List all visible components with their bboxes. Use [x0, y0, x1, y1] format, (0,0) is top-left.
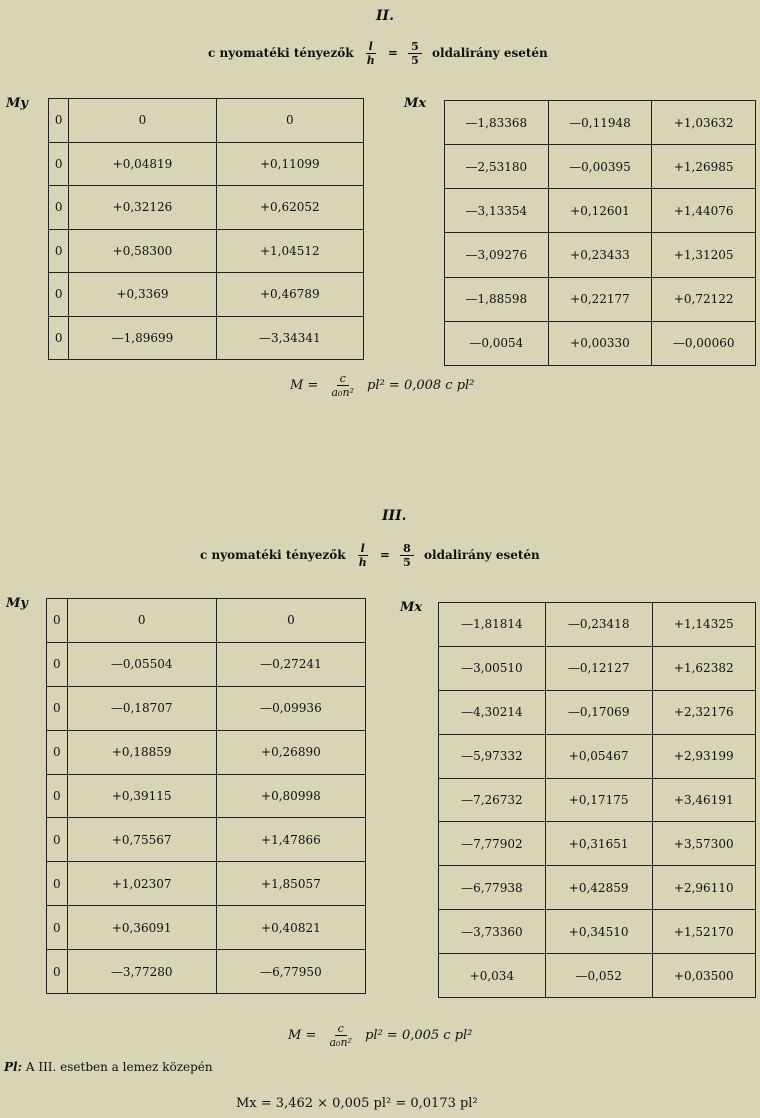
section2-formula-lhs: M = — [290, 378, 319, 393]
table-cell: 0 — [49, 186, 69, 230]
table-cell: 0 — [47, 862, 68, 906]
table-cell: 0 — [49, 99, 69, 143]
table-cell: —3,09276 — [445, 233, 549, 277]
table-cell: 0 — [47, 642, 68, 686]
table-cell: 0 — [47, 818, 68, 862]
table-cell: —0,09936 — [216, 686, 365, 730]
table-cell: +1,62382 — [652, 646, 755, 690]
table-cell: —0,00395 — [548, 145, 652, 189]
table-cell: —3,00510 — [439, 646, 546, 690]
table-cell: 0 — [67, 599, 216, 643]
section3-eq: = — [379, 548, 390, 562]
table-cell: —3,34341 — [216, 316, 363, 360]
table-row — [47, 906, 366, 950]
table-row — [47, 950, 366, 994]
table-cell: —0,11948 — [548, 101, 652, 145]
section3-formula-den: a₀n² — [329, 1036, 352, 1049]
table-row — [49, 273, 364, 317]
table-cell: —0,0054 — [445, 321, 549, 365]
table-cell: —1,89699 — [69, 316, 216, 360]
section2-formula-den: a₀n² — [331, 386, 354, 399]
section3-caption-pre: c nyomatéki tényezők — [200, 548, 346, 562]
table-cell: +0,3369 — [69, 273, 216, 317]
table-cell: —6,77938 — [439, 866, 546, 910]
table-row — [47, 862, 366, 906]
table-row — [445, 233, 756, 277]
table-row — [49, 316, 364, 360]
section2-mx-label: Mx — [404, 96, 427, 111]
table-row — [47, 642, 366, 686]
section2-val-num: 5 — [408, 40, 422, 54]
table-cell: —3,73360 — [439, 910, 546, 954]
section3-caption — [200, 542, 540, 569]
table-row — [439, 778, 756, 822]
table-cell: +0,04819 — [69, 142, 216, 186]
table-cell: —3,13354 — [445, 189, 549, 233]
table-cell: —7,77902 — [439, 822, 546, 866]
section3-val-num: 8 — [400, 542, 414, 556]
table-cell: +0,34510 — [545, 910, 652, 954]
section3-formula — [288, 1022, 472, 1049]
table-cell: 0 — [49, 316, 69, 360]
table-row — [439, 690, 756, 734]
section3-ratio-den: h — [358, 556, 367, 569]
section2-formula-rhs: pl² = 0,008 c pl² — [367, 378, 475, 393]
section2-my-table — [48, 98, 364, 360]
table-row — [439, 822, 756, 866]
table-cell: +0,40821 — [216, 906, 365, 950]
table-cell: —7,26732 — [439, 778, 546, 822]
section3-mx-table — [438, 602, 756, 998]
section3-numeral: III. — [382, 508, 407, 524]
section3-value-fraction — [400, 542, 414, 569]
section2-numeral: II. — [376, 8, 394, 24]
table-cell: +2,32176 — [652, 690, 755, 734]
section3-ratio-num: l — [358, 542, 368, 556]
table-cell: —0,00060 — [652, 321, 756, 365]
section2-val-den: 5 — [411, 54, 419, 67]
table-cell: 0 — [47, 599, 68, 643]
table-cell: —2,53180 — [445, 145, 549, 189]
section2-eq: = — [387, 46, 398, 60]
table-row — [445, 189, 756, 233]
table-cell: +0,22177 — [548, 277, 652, 321]
section3-my-label: My — [6, 596, 28, 611]
table-cell: +0,36091 — [67, 906, 216, 950]
table-cell: 0 — [49, 273, 69, 317]
table-cell: —0,12127 — [545, 646, 652, 690]
table-row — [49, 142, 364, 186]
section2-ratio-den: h — [366, 54, 375, 67]
table-cell: +3,46191 — [652, 778, 755, 822]
section2-formula-num: c — [337, 372, 349, 386]
table-cell: —3,77280 — [67, 950, 216, 994]
table-cell: +0,00330 — [548, 321, 652, 365]
table-row — [49, 229, 364, 273]
table-cell: 0 — [47, 774, 68, 818]
table-cell: +0,05467 — [545, 734, 652, 778]
table-row — [439, 603, 756, 647]
table-cell: +2,96110 — [652, 866, 755, 910]
table-cell: +0,75567 — [67, 818, 216, 862]
table-cell: +1,04512 — [216, 229, 363, 273]
example-note-text: A III. esetben a lemez közepén — [25, 1060, 213, 1074]
table-cell: +0,31651 — [545, 822, 652, 866]
section2-formula-fraction — [328, 372, 356, 399]
table-row — [49, 99, 364, 143]
example-note — [4, 1060, 213, 1074]
table-cell: 0 — [47, 906, 68, 950]
table-cell: —0,17069 — [545, 690, 652, 734]
table-row — [445, 145, 756, 189]
table-cell: +1,14325 — [652, 603, 755, 647]
table-cell: +0,11099 — [216, 142, 363, 186]
table-cell: 0 — [49, 142, 69, 186]
table-cell: —1,83368 — [445, 101, 549, 145]
table-cell: +1,44076 — [652, 189, 756, 233]
section2-caption-post: oldalirány esetén — [432, 46, 548, 60]
table-cell: +0,46789 — [216, 273, 363, 317]
section2-ratio-num: l — [366, 40, 376, 54]
section3-my-table — [46, 598, 366, 994]
table-cell: 0 — [216, 99, 363, 143]
table-row — [47, 774, 366, 818]
table-cell: —5,97332 — [439, 734, 546, 778]
table-cell: 0 — [47, 730, 68, 774]
table-cell: +3,57300 — [652, 822, 755, 866]
section3-formula-lhs: M = — [288, 1028, 317, 1043]
table-cell: +0,18859 — [67, 730, 216, 774]
table-cell: +0,12601 — [548, 189, 652, 233]
table-cell: +0,23433 — [548, 233, 652, 277]
table-cell: +1,03632 — [652, 101, 756, 145]
section3-caption-post: oldalirány esetén — [424, 548, 540, 562]
table-cell: +0,39115 — [67, 774, 216, 818]
section3-formula-num: c — [335, 1022, 347, 1036]
section2-my-label: My — [6, 96, 28, 111]
section3-mx-label: Mx — [400, 600, 423, 615]
table-cell: —1,81814 — [439, 603, 546, 647]
table-cell: 0 — [216, 599, 365, 643]
section2-ratio-fraction — [364, 40, 378, 67]
table-cell: +0,80998 — [216, 774, 365, 818]
table-row — [47, 730, 366, 774]
table-cell: —0,052 — [545, 954, 652, 998]
table-cell: +1,85057 — [216, 862, 365, 906]
table-row — [445, 277, 756, 321]
table-cell: +0,72122 — [652, 277, 756, 321]
table-row — [439, 954, 756, 998]
table-cell: +0,03500 — [652, 954, 755, 998]
table-cell: —1,88598 — [445, 277, 549, 321]
table-cell: 0 — [49, 229, 69, 273]
table-row — [47, 818, 366, 862]
table-cell: +1,02307 — [67, 862, 216, 906]
table-cell: —0,27241 — [216, 642, 365, 686]
table-row — [439, 910, 756, 954]
section3-formula-rhs: pl² = 0,005 c pl² — [365, 1028, 473, 1043]
table-row — [439, 646, 756, 690]
section3-formula-fraction — [326, 1022, 354, 1049]
table-row — [439, 866, 756, 910]
section2-caption-pre: c nyomatéki tényezők — [208, 46, 354, 60]
table-cell: +0,42859 — [545, 866, 652, 910]
table-cell: 0 — [69, 99, 216, 143]
section2-value-fraction — [408, 40, 422, 67]
table-cell: 0 — [47, 950, 68, 994]
table-row — [47, 599, 366, 643]
table-row — [439, 734, 756, 778]
table-cell: —6,77950 — [216, 950, 365, 994]
table-row — [49, 186, 364, 230]
table-cell: +0,034 — [439, 954, 546, 998]
table-cell: +1,47866 — [216, 818, 365, 862]
table-cell: —0,23418 — [545, 603, 652, 647]
section2-formula — [290, 372, 474, 399]
section3-val-den: 5 — [403, 556, 411, 569]
table-cell: +0,26890 — [216, 730, 365, 774]
table-row — [445, 321, 756, 365]
table-cell: +0,58300 — [69, 229, 216, 273]
table-row — [47, 686, 366, 730]
section2-mx-table — [444, 100, 756, 366]
section2-caption — [208, 40, 548, 67]
table-cell: +0,32126 — [69, 186, 216, 230]
section3-ratio-fraction — [356, 542, 370, 569]
table-cell: 0 — [47, 686, 68, 730]
table-cell: +1,52170 — [652, 910, 755, 954]
table-cell: —0,05504 — [67, 642, 216, 686]
table-cell: +1,31205 — [652, 233, 756, 277]
table-cell: +0,62052 — [216, 186, 363, 230]
table-cell: —0,18707 — [67, 686, 216, 730]
example-note-label: Pl: — [4, 1060, 23, 1074]
table-cell: +1,26985 — [652, 145, 756, 189]
table-cell: —4,30214 — [439, 690, 546, 734]
table-cell: +0,17175 — [545, 778, 652, 822]
table-cell: +2,93199 — [652, 734, 755, 778]
final-formula: Mx = 3,462 × 0,005 pl² = 0,0173 pl² — [236, 1096, 478, 1111]
table-row — [445, 101, 756, 145]
